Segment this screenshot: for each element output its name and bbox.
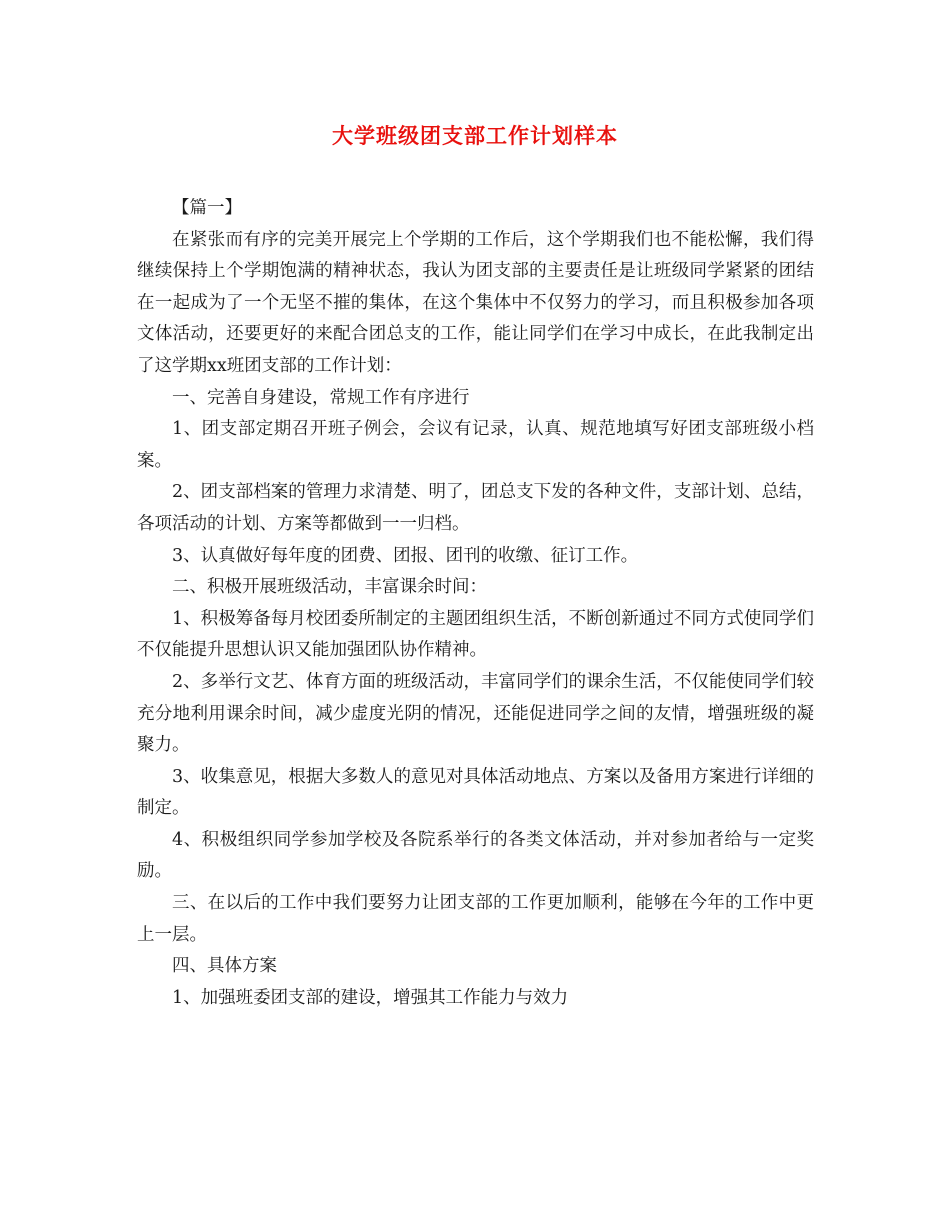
document-body [137,193,814,1014]
list-item: 1、积极筹备每月校团委所制定的主题团组织生活，不断创新通过不同方式使同学们不仅能提升思想认识又能加强团队协作精神。 [137,608,814,661]
document-title: 大学班级团支部工作计划样本 [332,123,618,148]
section-heading: 二、积极开展班级活动，丰富课余时间： [172,577,487,598]
list-item: 3、收集意见，根据大多数人的意见对具体活动地点、方案以及备用方案进行详细的制定。 [137,766,814,819]
list-item: 1、团支部定期召开班子例会，会议有记录，认真、规范地填写好团支部班级小档案。 [137,419,814,471]
list-item: 2、团支部档案的管理力求清楚、明了，团总支下发的各种文件，支部计划、总结，各项活动的计划、方案等都做到一一归档。 [137,482,814,534]
body-paragraph: 在紧张而有序的完美开展完上个学期的工作后，这个学期我们也不能松懈，我们得继续保持上个学期饱满的精神状态，我认为团支部的主要责任是让班级同学紧紧的团结在一起成为了一个无坚不摧的集体，在这个集体中不仅努力的学习，而且积极参加各项文体活动，还要更好的来配合团总支的工作，能让同学们在学习中成长，在此我制定出了这学期xx班团支部的工作计划： [137,229,814,376]
list-item: 2、多举行文艺、体育方面的班级活动，丰富同学们的课余生活，不仅能使同学们较充分地利用课余时间，减少虚度光阴的情况，还能促进同学之间的友情，增强班级的凝聚力。 [137,671,814,756]
section-heading: 一、完善自身建设，常规工作有序进行 [172,387,470,408]
section-label: 【篇一】 [172,198,242,218]
section-heading: 四、具体方案 [172,956,277,977]
section-heading: 三、在以后的工作中我们要努力让团支部的工作更加顺利，能够在今年的工作中更上一层。 [137,893,814,945]
list-item: 1、加强班委团支部的建设，增强其工作能力与效力 [172,987,569,1008]
list-item: 4、积极组织同学参加学校及各院系举行的各类文体活动，并对参加者给与一定奖励。 [137,829,814,882]
list-item: 3、认真做好每年度的团费、团报、团刊的收缴、征订工作。 [172,545,639,566]
